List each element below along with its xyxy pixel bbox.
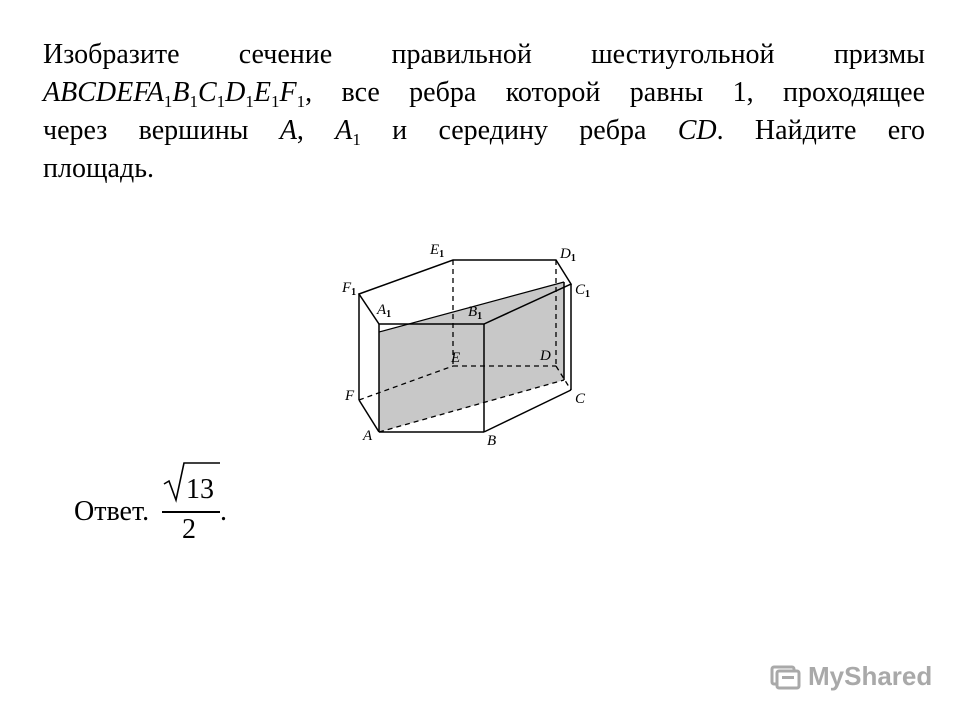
watermark-text: MyShared xyxy=(808,660,933,691)
label-E: E xyxy=(451,350,461,366)
label-A: A xyxy=(363,428,373,444)
myshared-logo-icon xyxy=(770,661,802,691)
answer-numerator xyxy=(162,460,220,502)
radicand: 13 xyxy=(186,474,214,504)
label-A1: $A_1$ xyxy=(377,302,392,320)
answer-end: . xyxy=(220,496,227,527)
problem-line-2: $ABCDEFA_1B_1C_1D_1E_1F_1$, все ребра которой равны 1, проходящее xyxy=(43,77,925,111)
problem-line-1: Изобразите сечение правильной шестиугольной призмы xyxy=(43,39,925,70)
prism-name: $ABCDEFA_1B_1C_1D_1E_1F_1$ xyxy=(43,77,306,111)
answer-label: Ответ. xyxy=(74,496,150,527)
label-F1: $F_1$ xyxy=(342,280,357,298)
label-E1: $E_1$ xyxy=(430,242,445,260)
answer-denominator: 2 xyxy=(182,514,196,545)
label-B: B xyxy=(487,433,497,449)
label-C: C xyxy=(575,391,586,407)
problem-text xyxy=(43,36,925,188)
problem-line-4: площадь. xyxy=(43,153,154,184)
label-C1: $C_1$ xyxy=(575,282,591,300)
label-B1: $B_1$ xyxy=(468,304,483,322)
label-F: F xyxy=(345,388,355,404)
problem-line-3: через вершины A, $A_1$ и середину ребра CD. Найдите его xyxy=(43,115,925,149)
prism-figure xyxy=(330,232,610,458)
watermark xyxy=(770,658,932,694)
label-D: D xyxy=(540,348,551,364)
label-D1: $D_1$ xyxy=(560,246,576,264)
